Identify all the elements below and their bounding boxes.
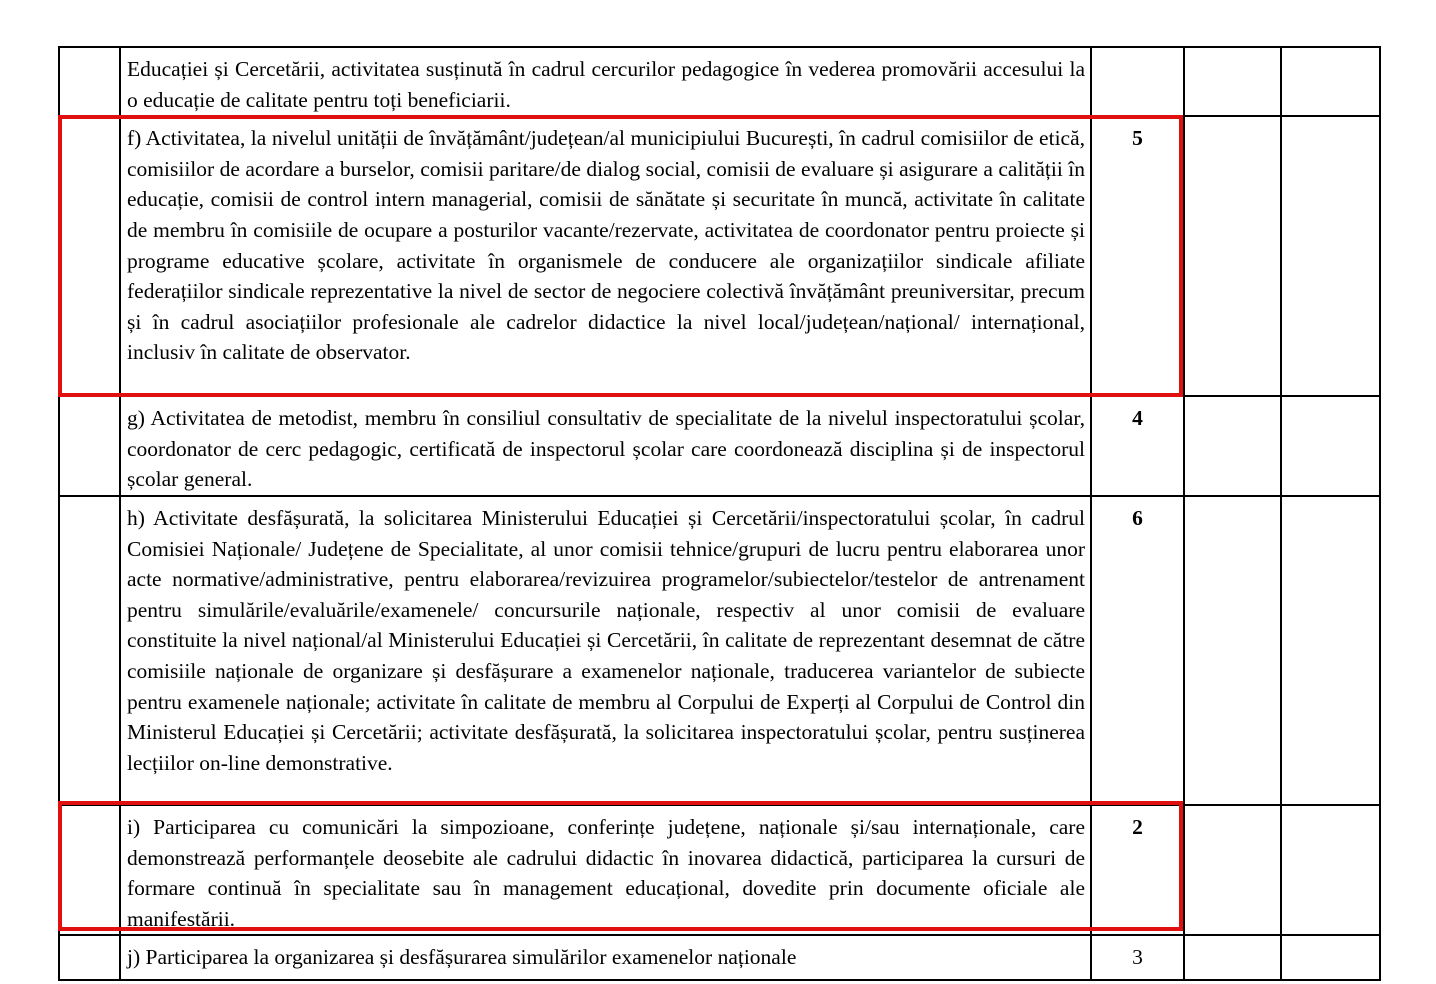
table-row [59, 116, 1380, 396]
table-row [59, 496, 1380, 805]
score-cell [1281, 935, 1380, 980]
criterion-text: f) Activitatea, la nivelul unității de învățământ/județean/al municipiului București, în cadrul comisiilor de etică, comisiilor de acordare a burselor, comisii paritare/de dialog social, comisii de evaluare și asigurare a calității în educație, comisii de control intern managerial, comisii de sănătate și securitate în muncă, activitate în calitate de membru în comisiile de ocupare a posturilor vacante/rezervate, activitatea de coordonator pentru proiecte și programe educative școlare, activitate în organismele de conducere ale organizațiilor sindicale afiliate federațiilor sindicale reprezentative la nivel de sector de negociere colectivă învățământ preuniversitar, precum și în cadrul asociațiilor profesionale ale cadrelor didactice la nivel local/județean/național/ internațional, inclusiv în calitate de observator. [127, 126, 1085, 365]
index-cell [59, 805, 120, 935]
table-row [59, 935, 1380, 980]
score-cell [1281, 116, 1380, 396]
score-cell [1184, 935, 1281, 980]
criterion-text: j) Participarea la organizarea și desfășurarea simulărilor examenelor naționale [127, 945, 797, 970]
criterion-cell [120, 116, 1091, 396]
table-row [59, 396, 1380, 496]
score-cell [1184, 805, 1281, 935]
score-cell [1281, 805, 1380, 935]
index-cell [59, 496, 120, 805]
score-cell [1184, 496, 1281, 805]
points-cell [1091, 47, 1184, 116]
score-cell [1184, 47, 1281, 116]
points-value: 5 [1132, 126, 1143, 151]
criteria-table [58, 46, 1381, 981]
table-row [59, 805, 1380, 935]
table-row [59, 47, 1380, 116]
index-cell [59, 47, 120, 116]
criterion-text: g) Activitatea de metodist, membru în consiliul consultativ de specialitate de la nivelul inspectoratului școlar, coordonator de cerc pedagogic, certificată de inspectorul școlar care coordonează disciplina și de inspectorul școlar general. [127, 406, 1085, 492]
criterion-cell [120, 47, 1091, 116]
points-value: 3 [1132, 945, 1143, 970]
score-cell [1281, 396, 1380, 496]
criterion-text: h) Activitate desfășurată, la solicitarea Ministerului Educației și Cercetării/inspectoratului școlar, în cadrul Comisiei Naționale/ Județene de Specialitate, al unor comisii tehnice/grupuri de lucru pentru elaborarea unor acte normative/administrative, pentru elaborarea/revizuirea programelor/subiectelor/testelor de antrenament pentru simulările/evaluările/examenele/ concursurile naționale, respectiv al unor comisii de evaluare constituite la nivel național/al Ministerului Educației și Cercetării, în calitate de reprezentant desemnat de către comisiile naționale de organizare și desfășurare a examenelor naționale, traducerea variantelor de subiecte pentru examenele naționale; activitate în calitate de membru al Corpului de Experți al Corpului de Control din Ministerul Educației și Cercetării; activitate desfășurată, la solicitarea inspectoratului școlar, pentru susținerea lecțiilor on-line demonstrative. [127, 505, 1085, 775]
index-cell [59, 116, 120, 396]
criterion-cell [120, 805, 1091, 935]
criterion-text: i) Participarea cu comunicări la simpozioane, conferințe județene, naționale și/sau internaționale, care demonstrează performanțele deosebite ale cadrului didactic în inovarea didactică, participarea la cursuri de formare continuă în specialitate sau în management educațional, dovedite prin documente oficiale ale manifestării. [127, 814, 1085, 931]
score-cell [1281, 496, 1380, 805]
index-cell [59, 935, 120, 980]
points-value: 4 [1132, 406, 1143, 431]
criterion-cell [120, 935, 1091, 980]
score-cell [1281, 47, 1380, 116]
points-cell [1091, 805, 1184, 935]
points-value: 6 [1132, 505, 1143, 530]
index-cell [59, 396, 120, 496]
criterion-cell [120, 496, 1091, 805]
points-value: 2 [1132, 814, 1143, 839]
points-cell [1091, 396, 1184, 496]
points-cell [1091, 496, 1184, 805]
criterion-text: Educației și Cercetării, activitatea susținută în cadrul cercurilor pedagogice în vederea promovării accesului la o educație de calitate pentru toți beneficiarii. [127, 57, 1085, 112]
score-cell [1184, 396, 1281, 496]
criterion-cell [120, 396, 1091, 496]
points-cell [1091, 935, 1184, 980]
score-cell [1184, 116, 1281, 396]
points-cell [1091, 116, 1184, 396]
